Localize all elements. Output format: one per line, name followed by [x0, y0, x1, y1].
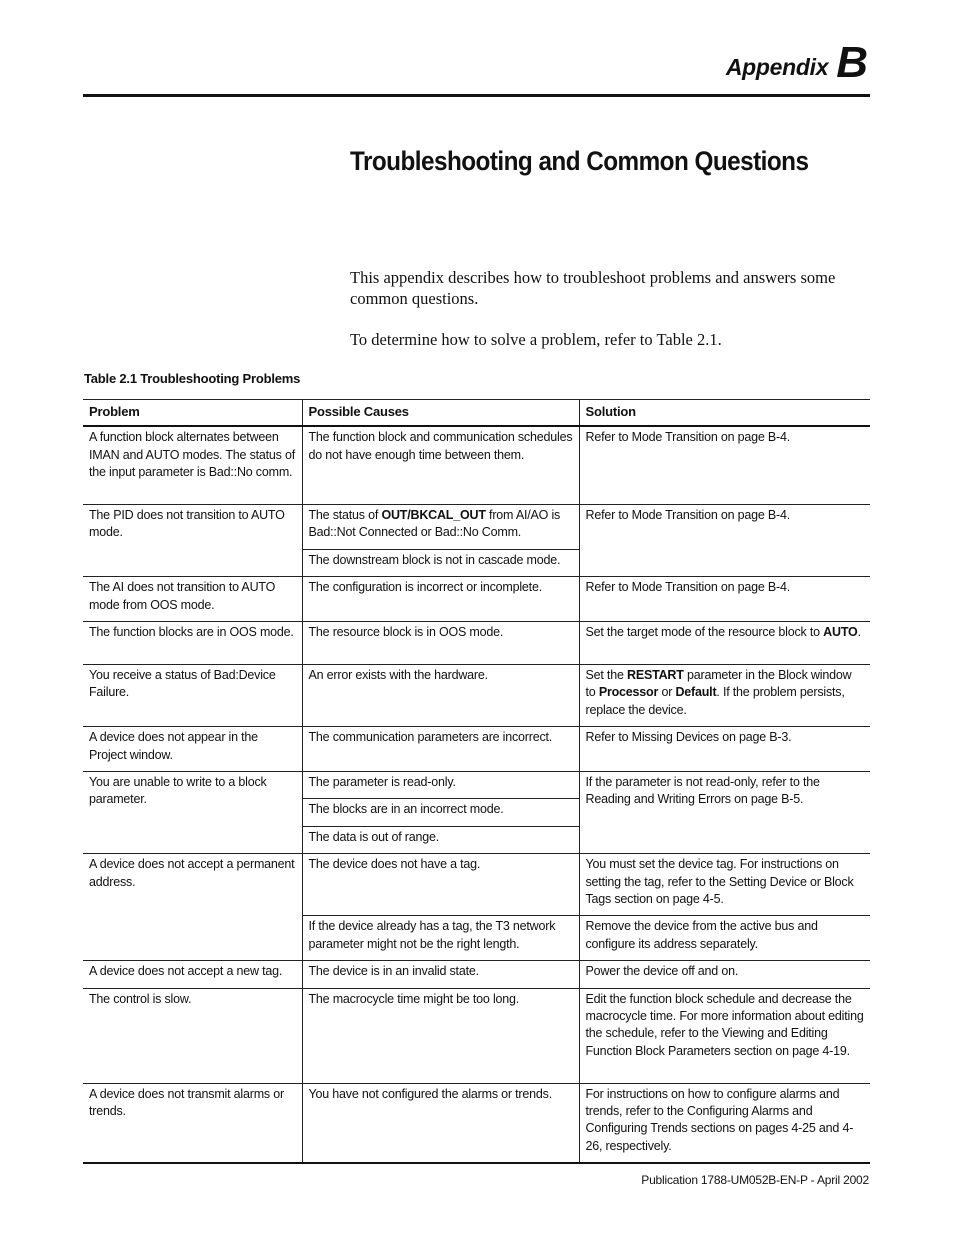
- table-caption: Table 2.1 Troubleshooting Problems: [84, 371, 301, 386]
- solution-text: parameter in the Block window to: [585, 667, 852, 700]
- problem-cell: The AI does not transition to AUTO mode from OOS mode.: [83, 577, 302, 622]
- table-row: [83, 727, 870, 772]
- problem-cell: You are unable to write to a block parameter.: [83, 771, 302, 853]
- problem-cell: The PID does not transition to AUTO mode.: [83, 504, 302, 576]
- solution-cell: If the parameter is not read-only, refer to the Reading and Writing Errors on page B-5.: [579, 771, 870, 853]
- cause-cell: The communication parameters are incorrect.: [302, 727, 579, 772]
- cause-cell: The blocks are in an incorrect mode.: [302, 799, 579, 826]
- problem-cell: A device does not accept a permanent address.: [83, 854, 302, 916]
- solution-option-name: Default: [675, 685, 717, 700]
- solution-text: .: [857, 624, 861, 639]
- problem-cell: A device does not transmit alarms or trends.: [83, 1083, 302, 1163]
- problem-cell-continued: [83, 916, 302, 961]
- problem-cell: A device does not accept a new tag.: [83, 961, 302, 988]
- publication-footer: Publication 1788-UM052B-EN-P - April 2002: [641, 1173, 869, 1187]
- cause-cell: You have not configured the alarms or trends.: [302, 1083, 579, 1163]
- table-row: [83, 916, 870, 961]
- solution-cell: [579, 664, 870, 726]
- table-row: [83, 988, 870, 1083]
- appendix-heading: [726, 36, 868, 86]
- table-row: [83, 961, 870, 988]
- solution-text: Set the: [585, 667, 627, 682]
- solution-text: Set the target mode of the resource block to: [585, 624, 824, 639]
- problem-cell: The function blocks are in OOS mode.: [83, 621, 302, 664]
- problem-cell: A device does not appear in the Project window.: [83, 727, 302, 772]
- cause-cell: [302, 504, 579, 549]
- intro-paragraph-reference: To determine how to solve a problem, refer to Table 2.1.: [350, 330, 722, 349]
- cause-parameter-name: OUT/BKCAL_OUT: [381, 507, 486, 522]
- cause-cell: The resource block is in OOS mode.: [302, 621, 579, 664]
- problem-cell: The control is slow.: [83, 988, 302, 1083]
- cause-cell: The device is in an invalid state.: [302, 961, 579, 988]
- table-row: [83, 577, 870, 622]
- cause-text: The status of: [308, 507, 382, 522]
- solution-mode-name: AUTO: [823, 624, 858, 639]
- cause-cell: The data is out of range.: [302, 826, 579, 853]
- solution-parameter-name: RESTART: [627, 667, 684, 682]
- problem-cell: A function block alternates between IMAN and AUTO modes. The status of the input parameter is Bad::No comm.: [83, 426, 302, 504]
- table-row: [83, 771, 870, 798]
- solution-cell: Power the device off and on.: [579, 961, 870, 988]
- cause-cell: The macrocycle time might be too long.: [302, 988, 579, 1083]
- solution-cell: Remove the device from the active bus and configure its address separately.: [579, 916, 870, 961]
- problem-cell: You receive a status of Bad:Device Failure.: [83, 664, 302, 726]
- cause-text: from AI/AO is Bad::Not Connected or Bad::No Comm.: [308, 507, 561, 540]
- troubleshooting-table: [83, 399, 870, 1164]
- intro-paragraph: This appendix describes how to troubleshoot problems and answers some common questions.: [350, 268, 836, 308]
- page-title: Troubleshooting and Common Questions: [350, 146, 809, 176]
- cause-cell: The function block and communication schedules do not have enough time between them.: [302, 426, 579, 504]
- cause-cell: If the device already has a tag, the T3 network parameter might not be the right length.: [302, 916, 579, 961]
- heading-rule: [83, 94, 870, 97]
- solution-cell: Refer to Mode Transition on page B-4.: [579, 426, 870, 504]
- table-row: [83, 504, 870, 549]
- solution-text: . If the problem persists, replace the device.: [585, 685, 845, 717]
- appendix-word: Appendix: [725, 54, 829, 80]
- table-header-row: [83, 400, 870, 427]
- solution-cell: Refer to Missing Devices on page B-3.: [579, 727, 870, 772]
- table-row: [83, 426, 870, 504]
- appendix-letter: B: [836, 38, 868, 87]
- header-problem: Problem: [83, 400, 302, 427]
- cause-cell: The device does not have a tag.: [302, 854, 579, 916]
- table-row: [83, 664, 870, 726]
- solution-cell: Refer to Mode Transition on page B-4.: [579, 577, 870, 622]
- solution-option-name: Processor: [598, 685, 659, 700]
- solution-cell: For instructions on how to configure alarms and trends, refer to the Configuring Alarms and Configuring Trends sections on pages 4-25 and 4-26, respectively.: [579, 1083, 870, 1163]
- cause-cell: The parameter is read-only.: [302, 771, 579, 798]
- cause-cell: The configuration is incorrect or incomplete.: [302, 577, 579, 622]
- table-row: [83, 854, 870, 916]
- cause-cell: An error exists with the hardware.: [302, 664, 579, 726]
- header-possible-causes: Possible Causes: [302, 400, 579, 427]
- table-row: [83, 1083, 870, 1163]
- solution-cell: Refer to Mode Transition on page B-4.: [579, 504, 870, 576]
- solution-cell: [579, 621, 870, 664]
- table-row: [83, 621, 870, 664]
- solution-cell: You must set the device tag. For instructions on setting the tag, refer to the Setting Device or Block Tags section on page 4-5.: [579, 854, 870, 916]
- cause-cell: The downstream block is not in cascade mode.: [302, 549, 579, 576]
- solution-text: or: [658, 685, 676, 700]
- solution-cell: Edit the function block schedule and decrease the macrocycle time. For more information about editing the schedule, refer to the Viewing and Editing Function Block Parameters section on page 4-19.: [579, 988, 870, 1083]
- header-solution: Solution: [579, 400, 870, 427]
